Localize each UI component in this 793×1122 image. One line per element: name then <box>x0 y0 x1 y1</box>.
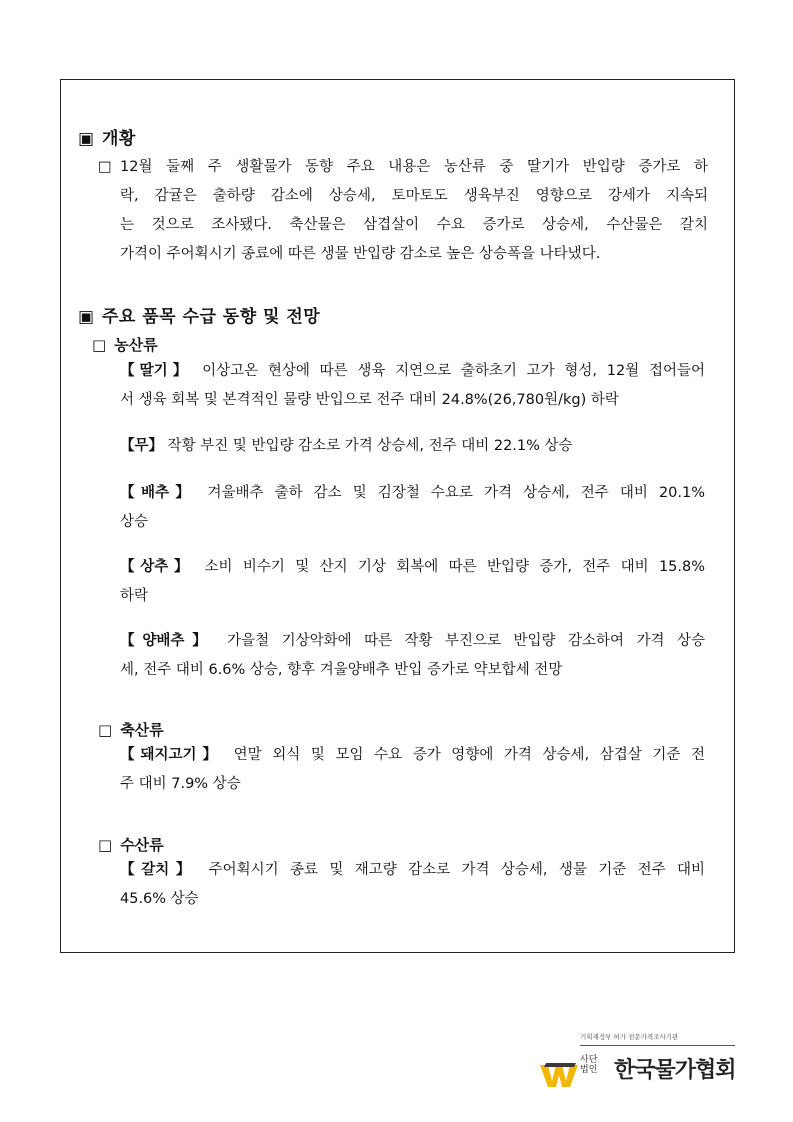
organization-logo <box>540 1028 740 1088</box>
logo-corp-line: 법인 <box>580 1065 598 1075</box>
overview-line: 가격이 주어획시기 종료에 따른 생물 반입량 감소로 높은 상승폭을 나타냈다. <box>120 246 601 262</box>
item-lettuce <box>120 553 705 611</box>
agri-subheading <box>92 334 158 355</box>
item-text: 연말 외식 및 모임 수요 증가 영향에 가격 상승세, 삼겹살 기준 전 <box>233 747 706 763</box>
heading-marker-icon: ▣ <box>78 307 95 327</box>
checkbox-bullet-icon: □ <box>92 336 107 354</box>
item-text: 가을철 기상악화에 따른 작황 부진으로 반입량 감소하여 가격 상승 <box>227 633 706 649</box>
logo-divider <box>580 1045 735 1046</box>
item-tag: 【배추】 <box>120 485 197 501</box>
logo-name: 한국물가협회 <box>614 1058 736 1083</box>
item-cabbage-western <box>120 627 705 685</box>
heading-marker-icon: ▣ <box>78 129 95 149</box>
overview-line: 12월 둘째 주 생활물가 동향 주요 내용은 농산류 중 딸기가 반입량 증가로 하 <box>120 159 708 175</box>
item-tag: 【양배추】 <box>120 633 215 649</box>
trends-heading <box>78 302 320 327</box>
item-text: 45.6% 상승 <box>120 891 199 907</box>
item-cabbage <box>120 479 705 537</box>
fishery-subheading <box>98 834 164 855</box>
checkbox-bullet-icon: □ <box>98 721 113 739</box>
overview-line: 락, 감귤은 출하량 감소에 상승세, 토마토도 생육부진 영향으로 강세가 지속되 <box>120 188 708 204</box>
item-text: 작황 부진 및 반입량 감소로 가격 상승세, 전주 대비 22.1% 상승 <box>167 438 573 454</box>
item-tag: 【돼지고기】 <box>120 747 224 763</box>
item-tag: 【갈치】 <box>120 862 198 878</box>
item-tag: 【상추】 <box>120 559 195 575</box>
logo-corp-label <box>580 1055 610 1075</box>
checkbox-bullet-icon: □ <box>98 836 113 854</box>
overview-heading <box>78 124 136 149</box>
item-text: 하락 <box>120 588 149 604</box>
item-text: 소비 비수기 및 산지 기상 회복에 따른 반입량 증가, 전주 대비 15.8% <box>204 559 706 575</box>
livestock-title: 축산류 <box>120 721 164 739</box>
kpa-emblem-icon <box>540 1061 580 1091</box>
livestock-subheading <box>98 719 164 740</box>
item-radish <box>120 432 705 461</box>
checkbox-bullet-icon: □ <box>98 159 112 175</box>
item-pork <box>120 741 705 799</box>
logo-subtitle: 기획재정부 허가 전문가격조사기관 <box>580 1033 679 1041</box>
item-text: 겨울배추 출하 감소 및 김장철 수요로 가격 상승세, 전주 대비 20.1% <box>207 485 706 501</box>
item-text: 주 대비 7.9% 상승 <box>120 776 241 792</box>
agri-title: 농산류 <box>114 336 158 354</box>
overview-title: 개황 <box>102 129 136 149</box>
item-tag: 【딸기】 <box>120 363 193 379</box>
item-text: 상승 <box>120 514 149 530</box>
fishery-title: 수산류 <box>120 836 164 854</box>
item-text: 세, 전주 대비 6.6% 상승, 향후 겨울양배추 반입 증가로 약보합세 전망 <box>120 662 563 678</box>
overview-line: 는 것으로 조사됐다. 축산물은 삼겹살이 수요 증가로 상승세, 수산물은 갈치 <box>120 217 708 233</box>
item-hairtail <box>120 856 705 914</box>
item-text: 이상고온 현상에 따른 생육 지연으로 출하초기 고가 형성, 12월 접어들어 <box>202 363 705 379</box>
item-text: 서 생육 회복 및 본격적인 물량 반입으로 전주 대비 24.8%(26,780원/kg) 하락 <box>120 392 619 408</box>
item-text: 주어획시기 종료 및 재고량 감소로 가격 상승세, 생물 기준 전주 대비 <box>208 862 706 878</box>
logo-corp-line: 사단 <box>580 1055 598 1065</box>
item-tag: 【무】 <box>120 438 164 454</box>
trends-title: 주요 품목 수급 동향 및 전망 <box>102 307 321 327</box>
item-strawberry <box>120 357 705 415</box>
